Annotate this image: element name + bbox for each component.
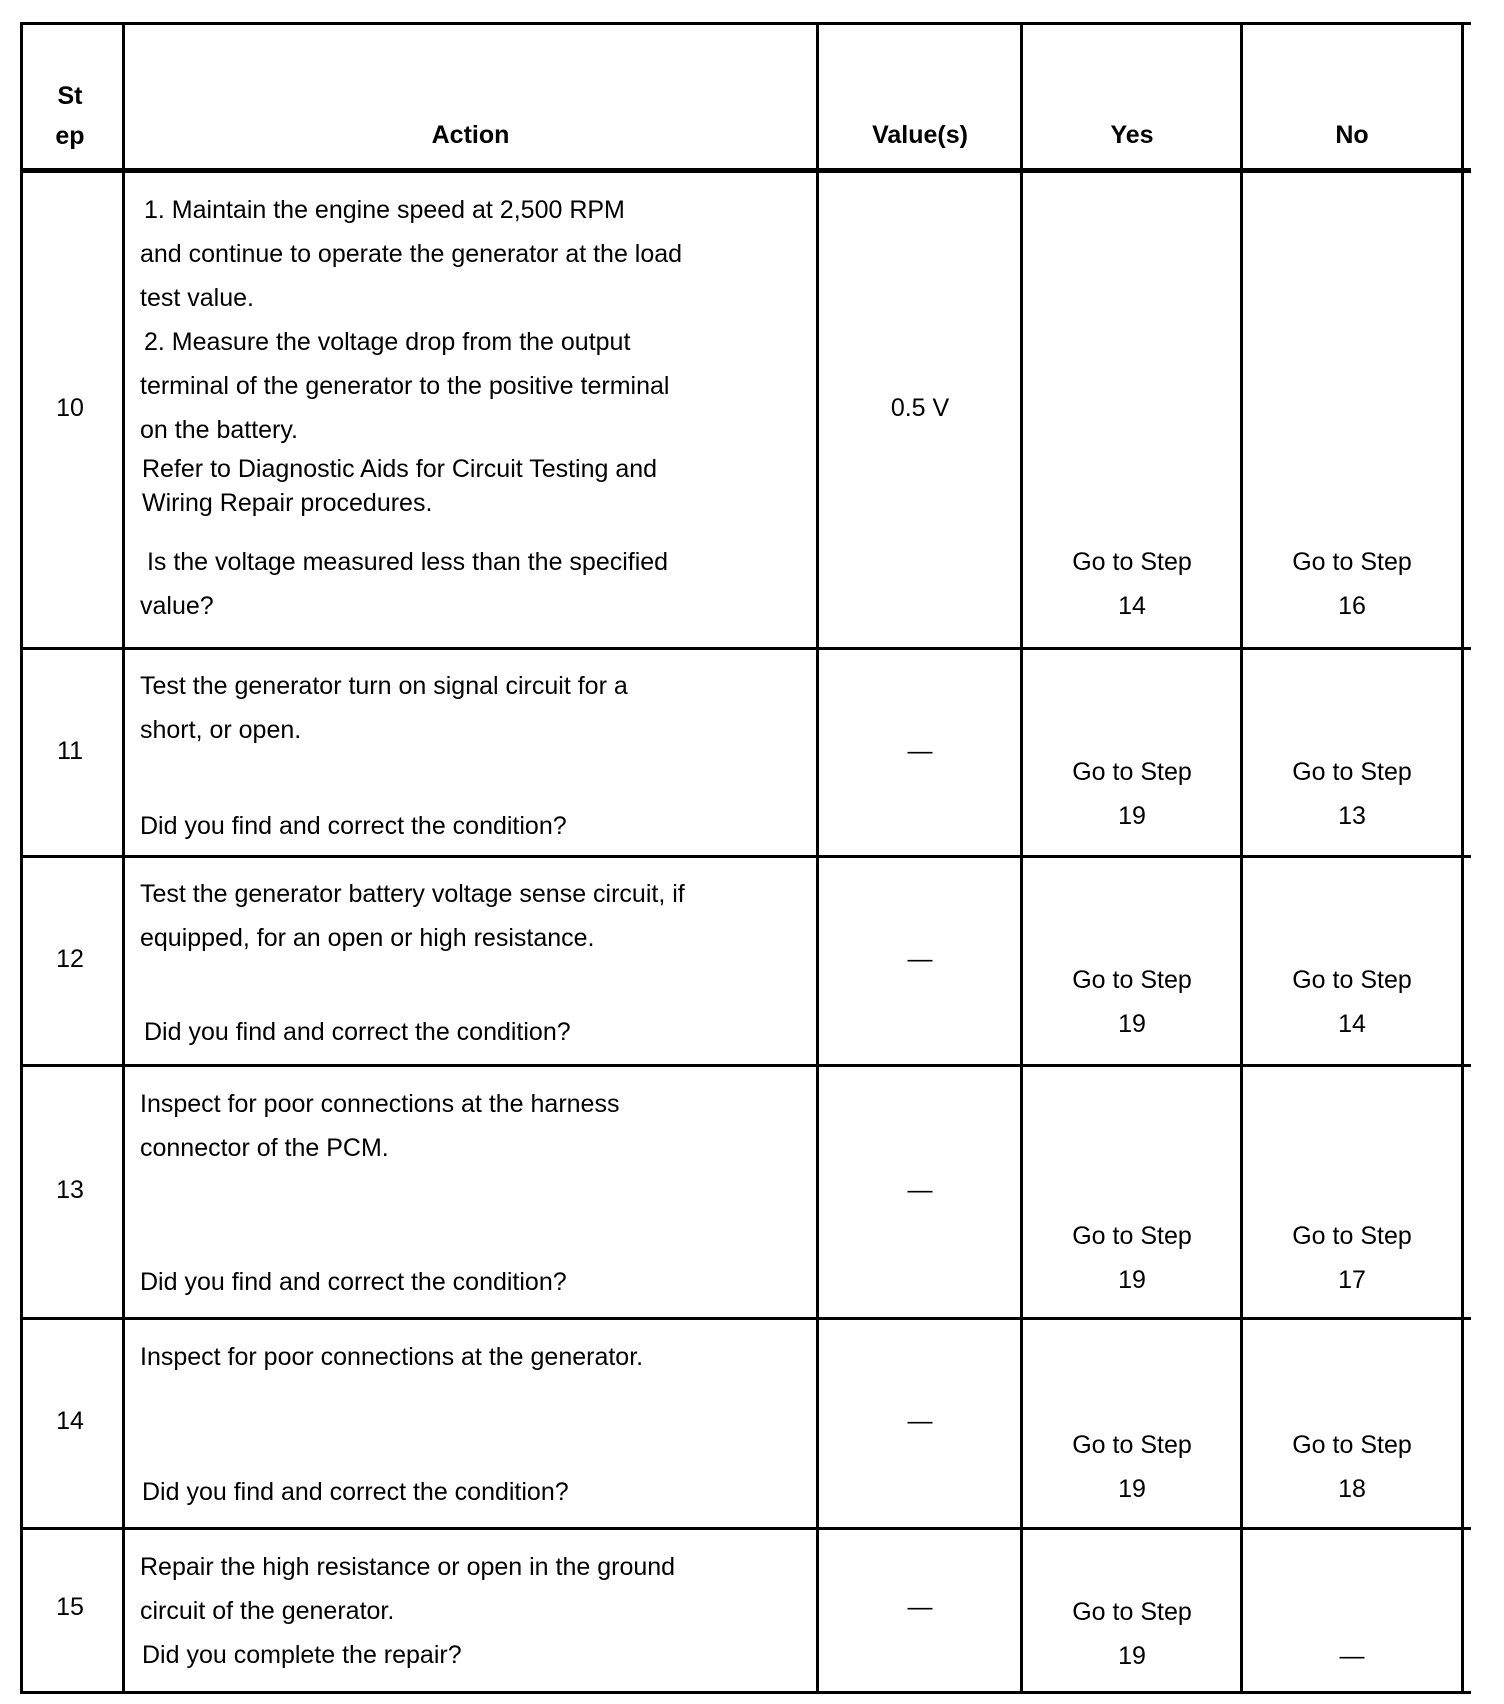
action-text <box>140 1545 675 1677</box>
action-line: Did you find and correct the condition? <box>144 1018 571 1046</box>
value-cell: 0.5 V <box>890 394 950 422</box>
goto-label: Go to Step <box>1292 548 1412 576</box>
goto-label: Go to Step <box>1292 966 1412 994</box>
table-border-left <box>20 22 23 1694</box>
action-text <box>140 664 628 752</box>
action-line: equipped, for an open or high resistance. <box>140 924 595 952</box>
row-separator <box>20 647 1471 650</box>
action-line: connector of the PCM. <box>140 1134 389 1162</box>
goto-step: 13 <box>1338 802 1366 830</box>
step-number: 13 <box>56 1176 84 1204</box>
row-separator <box>20 855 1471 858</box>
action-text <box>140 1335 643 1379</box>
header-step-line-1: St <box>57 82 83 110</box>
value-cell: — <box>907 945 933 973</box>
action-line: Did you find and correct the condition? <box>140 1268 567 1296</box>
step-number: 11 <box>57 737 83 765</box>
row-separator <box>20 1317 1471 1320</box>
value-cell: — <box>907 1593 933 1621</box>
table-border-bottom <box>20 1691 1471 1694</box>
header-step <box>20 76 120 156</box>
step-number: 10 <box>56 394 84 422</box>
goto-label: Go to Step <box>1292 1431 1412 1459</box>
action-line: Wiring Repair procedures. <box>142 489 433 517</box>
row-separator <box>20 1527 1471 1530</box>
no-goto <box>1242 1214 1462 1302</box>
goto-step: 19 <box>1118 1642 1146 1670</box>
goto-step: 16 <box>1338 592 1366 620</box>
action-line: value? <box>140 592 214 620</box>
action-line: short, or open. <box>140 716 302 744</box>
action-line: test value. <box>140 284 254 312</box>
value-cell: — <box>907 737 933 765</box>
action-line: on the battery. <box>140 416 298 444</box>
header-action: Action <box>431 121 510 149</box>
no-goto <box>1242 750 1462 838</box>
goto-step: 14 <box>1118 592 1146 620</box>
goto-label: Go to Step <box>1072 1598 1192 1626</box>
no-value-dash: — <box>1339 1642 1365 1670</box>
header-values: Value(s) <box>872 121 968 149</box>
header-step-line-2: ep <box>55 122 85 150</box>
action-line: Refer to Diagnostic Aids for Circuit Testing and <box>142 455 658 483</box>
no-goto <box>1242 540 1462 628</box>
action-line: Did you find and correct the condition? <box>140 812 567 840</box>
goto-step: 14 <box>1338 1010 1366 1038</box>
no-goto <box>1242 958 1462 1046</box>
action-line: Did you complete the repair? <box>142 1641 462 1669</box>
action-text <box>140 1082 619 1170</box>
yes-goto <box>1022 540 1242 628</box>
value-cell: — <box>907 1176 933 1204</box>
action-line: terminal of the generator to the positive terminal <box>140 372 670 400</box>
action-line: Test the generator battery voltage sense circuit, if <box>140 880 685 908</box>
action-line: Repair the high resistance or open in the ground <box>140 1553 676 1581</box>
goto-step: 19 <box>1118 1266 1146 1294</box>
row-separator <box>20 1064 1471 1067</box>
action-line: 1. Maintain the engine speed at 2,500 RPM <box>144 196 625 224</box>
goto-label: Go to Step <box>1072 758 1192 786</box>
action-line: Did you find and correct the condition? <box>142 1478 569 1506</box>
yes-goto <box>1022 750 1242 838</box>
action-question <box>140 1010 571 1054</box>
goto-label: Go to Step <box>1072 1431 1192 1459</box>
yes-goto <box>1022 1214 1242 1302</box>
action-question <box>140 1470 569 1514</box>
column-separator <box>122 22 125 1694</box>
goto-label: Go to Step <box>1292 1222 1412 1250</box>
action-question <box>140 540 668 628</box>
step-number: 14 <box>56 1407 84 1435</box>
action-line: 2. Measure the voltage drop from the output <box>144 328 631 356</box>
table-border-top <box>20 22 1471 25</box>
goto-label: Go to Step <box>1072 548 1192 576</box>
column-separator <box>816 22 819 1694</box>
step-number: 15 <box>56 1593 84 1621</box>
action-text <box>140 188 682 520</box>
action-text <box>140 872 685 960</box>
no-goto <box>1242 1423 1462 1511</box>
action-line: circuit of the generator. <box>140 1597 395 1625</box>
goto-label: Go to Step <box>1072 1222 1192 1250</box>
header-separator <box>20 168 1471 173</box>
goto-step: 17 <box>1338 1266 1366 1294</box>
action-question <box>140 1260 567 1304</box>
action-line: Inspect for poor connections at the harness <box>140 1090 620 1118</box>
action-line: Inspect for poor connections at the generator. <box>140 1343 644 1371</box>
header-no: No <box>1335 121 1369 149</box>
goto-step: 19 <box>1118 1010 1146 1038</box>
goto-step: 18 <box>1338 1475 1366 1503</box>
goto-label: Go to Step <box>1292 758 1412 786</box>
yes-goto <box>1022 958 1242 1046</box>
yes-goto <box>1022 1590 1242 1678</box>
goto-label: Go to Step <box>1072 966 1192 994</box>
value-cell: — <box>907 1407 933 1435</box>
no-goto <box>1242 1634 1462 1678</box>
yes-goto <box>1022 1423 1242 1511</box>
action-line: Is the voltage measured less than the specified <box>140 548 669 576</box>
goto-step: 19 <box>1118 802 1146 830</box>
action-line: and continue to operate the generator at the load <box>140 240 683 268</box>
goto-step: 19 <box>1118 1475 1146 1503</box>
step-number: 12 <box>56 945 84 973</box>
header-yes: Yes <box>1110 121 1154 149</box>
action-line: Test the generator turn on signal circuit for a <box>140 672 628 700</box>
action-question <box>140 804 567 848</box>
